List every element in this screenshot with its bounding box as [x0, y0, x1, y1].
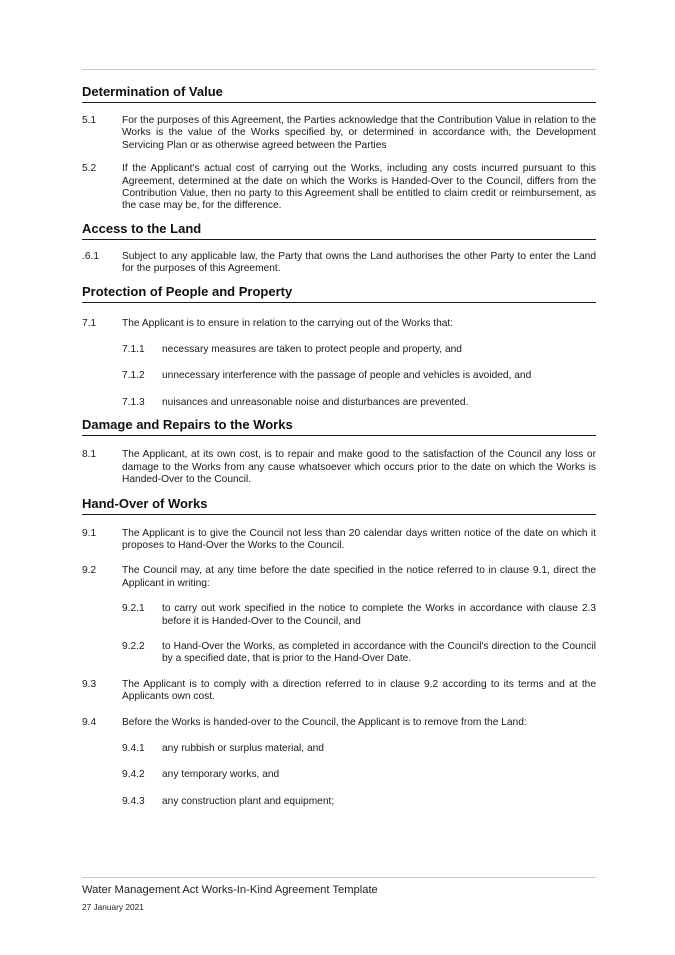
clause	[82, 528, 596, 553]
subclause	[82, 370, 596, 382]
header-rule	[82, 69, 596, 70]
clause	[82, 163, 596, 213]
clause-number: 7.1	[82, 317, 97, 329]
section-heading: Hand-Over of Works	[82, 496, 596, 515]
clause	[82, 115, 596, 152]
clause-number: 5.1	[82, 115, 97, 126]
subclause-number: 9.2.1	[122, 603, 145, 615]
clause-text: Before the Works is handed-over to the Council, the Applicant is to remove from the Land:	[122, 716, 527, 728]
subclause-text: to carry out work specified in the notice to complete the Works in accordance with clause 2.3 before it is Handed-Over to the Council, and	[162, 603, 596, 627]
clause-number: 8.1	[82, 449, 97, 461]
clause-text: The Applicant, at its own cost, is to repair and make good to the satisfaction of the Council any loss or damage to the Works from any cause whatsoever which occurs prior to the date on which the Works is Handed-Over to the Council.	[122, 449, 596, 486]
subclause-text: nuisances and unreasonable noise and disturbances are prevented.	[162, 396, 469, 408]
subclause	[82, 769, 596, 781]
subclause-text: to Hand-Over the Works, as completed in accordance with the Council's direction to the Council by a specified date, that is prior to the Hand-Over Date.	[162, 640, 596, 665]
clause-text: The Applicant is to ensure in relation to the carrying out of the Works that:	[122, 317, 454, 329]
clause-text: Subject to any applicable law, the Party that owns the Land authorises the other Party to enter the Land for the purposes of this Agreement.	[122, 250, 596, 275]
clause-text: The Applicant is to comply with a direction referred to in clause 9.2 according to its terms and at the Applicants own cost.	[122, 678, 596, 703]
subclause	[82, 603, 596, 628]
clause-number: 9.1	[82, 527, 97, 539]
clause-text: For the purposes of this Agreement, the Parties acknowledge that the Contribution Value in relation to the Works is the value of the Works specified by, or determined in accordance with, the Development Servicing Plan or as otherwise agreed between the Parties	[122, 115, 596, 151]
section-heading: Access to the Land	[82, 221, 596, 240]
clause	[82, 449, 596, 486]
section-heading: Determination of Value	[82, 84, 596, 103]
subclause-text: necessary measures are taken to protect people and property, and	[162, 344, 462, 356]
subclause-number: 9.4.1	[122, 742, 145, 754]
subclause	[82, 743, 596, 755]
section-heading: Protection of People and Property	[82, 284, 596, 303]
clause	[82, 318, 596, 330]
clause-text: The Applicant is to give the Council not less than 20 calendar days written notice of the date on which it proposes to Hand-Over the Works to the Council.	[122, 527, 596, 551]
clause-text: If the Applicant's actual cost of carrying out the Works, including any costs incurred pursuant to this Agreement, determined at the date on which the Works is Handed-Over to the Council, differs from the Contribution Value, then no party to this Agreement shall be entitled to claim credit or reimbursement, as the case may be, for the difference.	[122, 163, 596, 212]
subclause-text: any temporary works, and	[162, 769, 280, 781]
subclause-number: 7.1.3	[122, 396, 145, 408]
subclause-number: 7.1.1	[122, 344, 145, 356]
clause-number: 9.2	[82, 565, 97, 577]
clause	[82, 679, 596, 704]
subclause-number: 9.2.2	[122, 640, 145, 652]
clause-number: .6.1	[82, 250, 99, 262]
subclause	[82, 796, 596, 808]
subclause-number: 9.4.3	[122, 795, 145, 807]
document-body	[82, 80, 596, 808]
footer-title: Water Management Act Works-In-Kind Agreement Template	[82, 884, 378, 896]
subclause	[82, 344, 596, 356]
subclause-text: unnecessary interference with the passage of people and vehicles is avoided, and	[162, 370, 532, 382]
clause-number: 5.2	[82, 163, 97, 175]
clause	[82, 565, 596, 590]
subclause	[82, 641, 596, 666]
subclause-number: 9.4.2	[122, 769, 145, 781]
clause-number: 9.3	[82, 678, 97, 690]
subclause-text: any construction plant and equipment;	[162, 795, 335, 807]
subclause-text: any rubbish or surplus material, and	[162, 742, 324, 754]
section-heading: Damage and Repairs to the Works	[82, 417, 596, 436]
footer-rule	[82, 877, 596, 878]
subclause	[82, 397, 596, 409]
clause-number: 9.4	[82, 716, 97, 728]
clause	[82, 251, 596, 276]
clause-text: The Council may, at any time before the date specified in the notice referred to in clause 9.1, direct the Applicant in writing:	[122, 565, 596, 589]
clause	[82, 717, 596, 729]
subclause-number: 7.1.2	[122, 370, 145, 382]
footer-date: 27 January 2021	[82, 902, 144, 912]
